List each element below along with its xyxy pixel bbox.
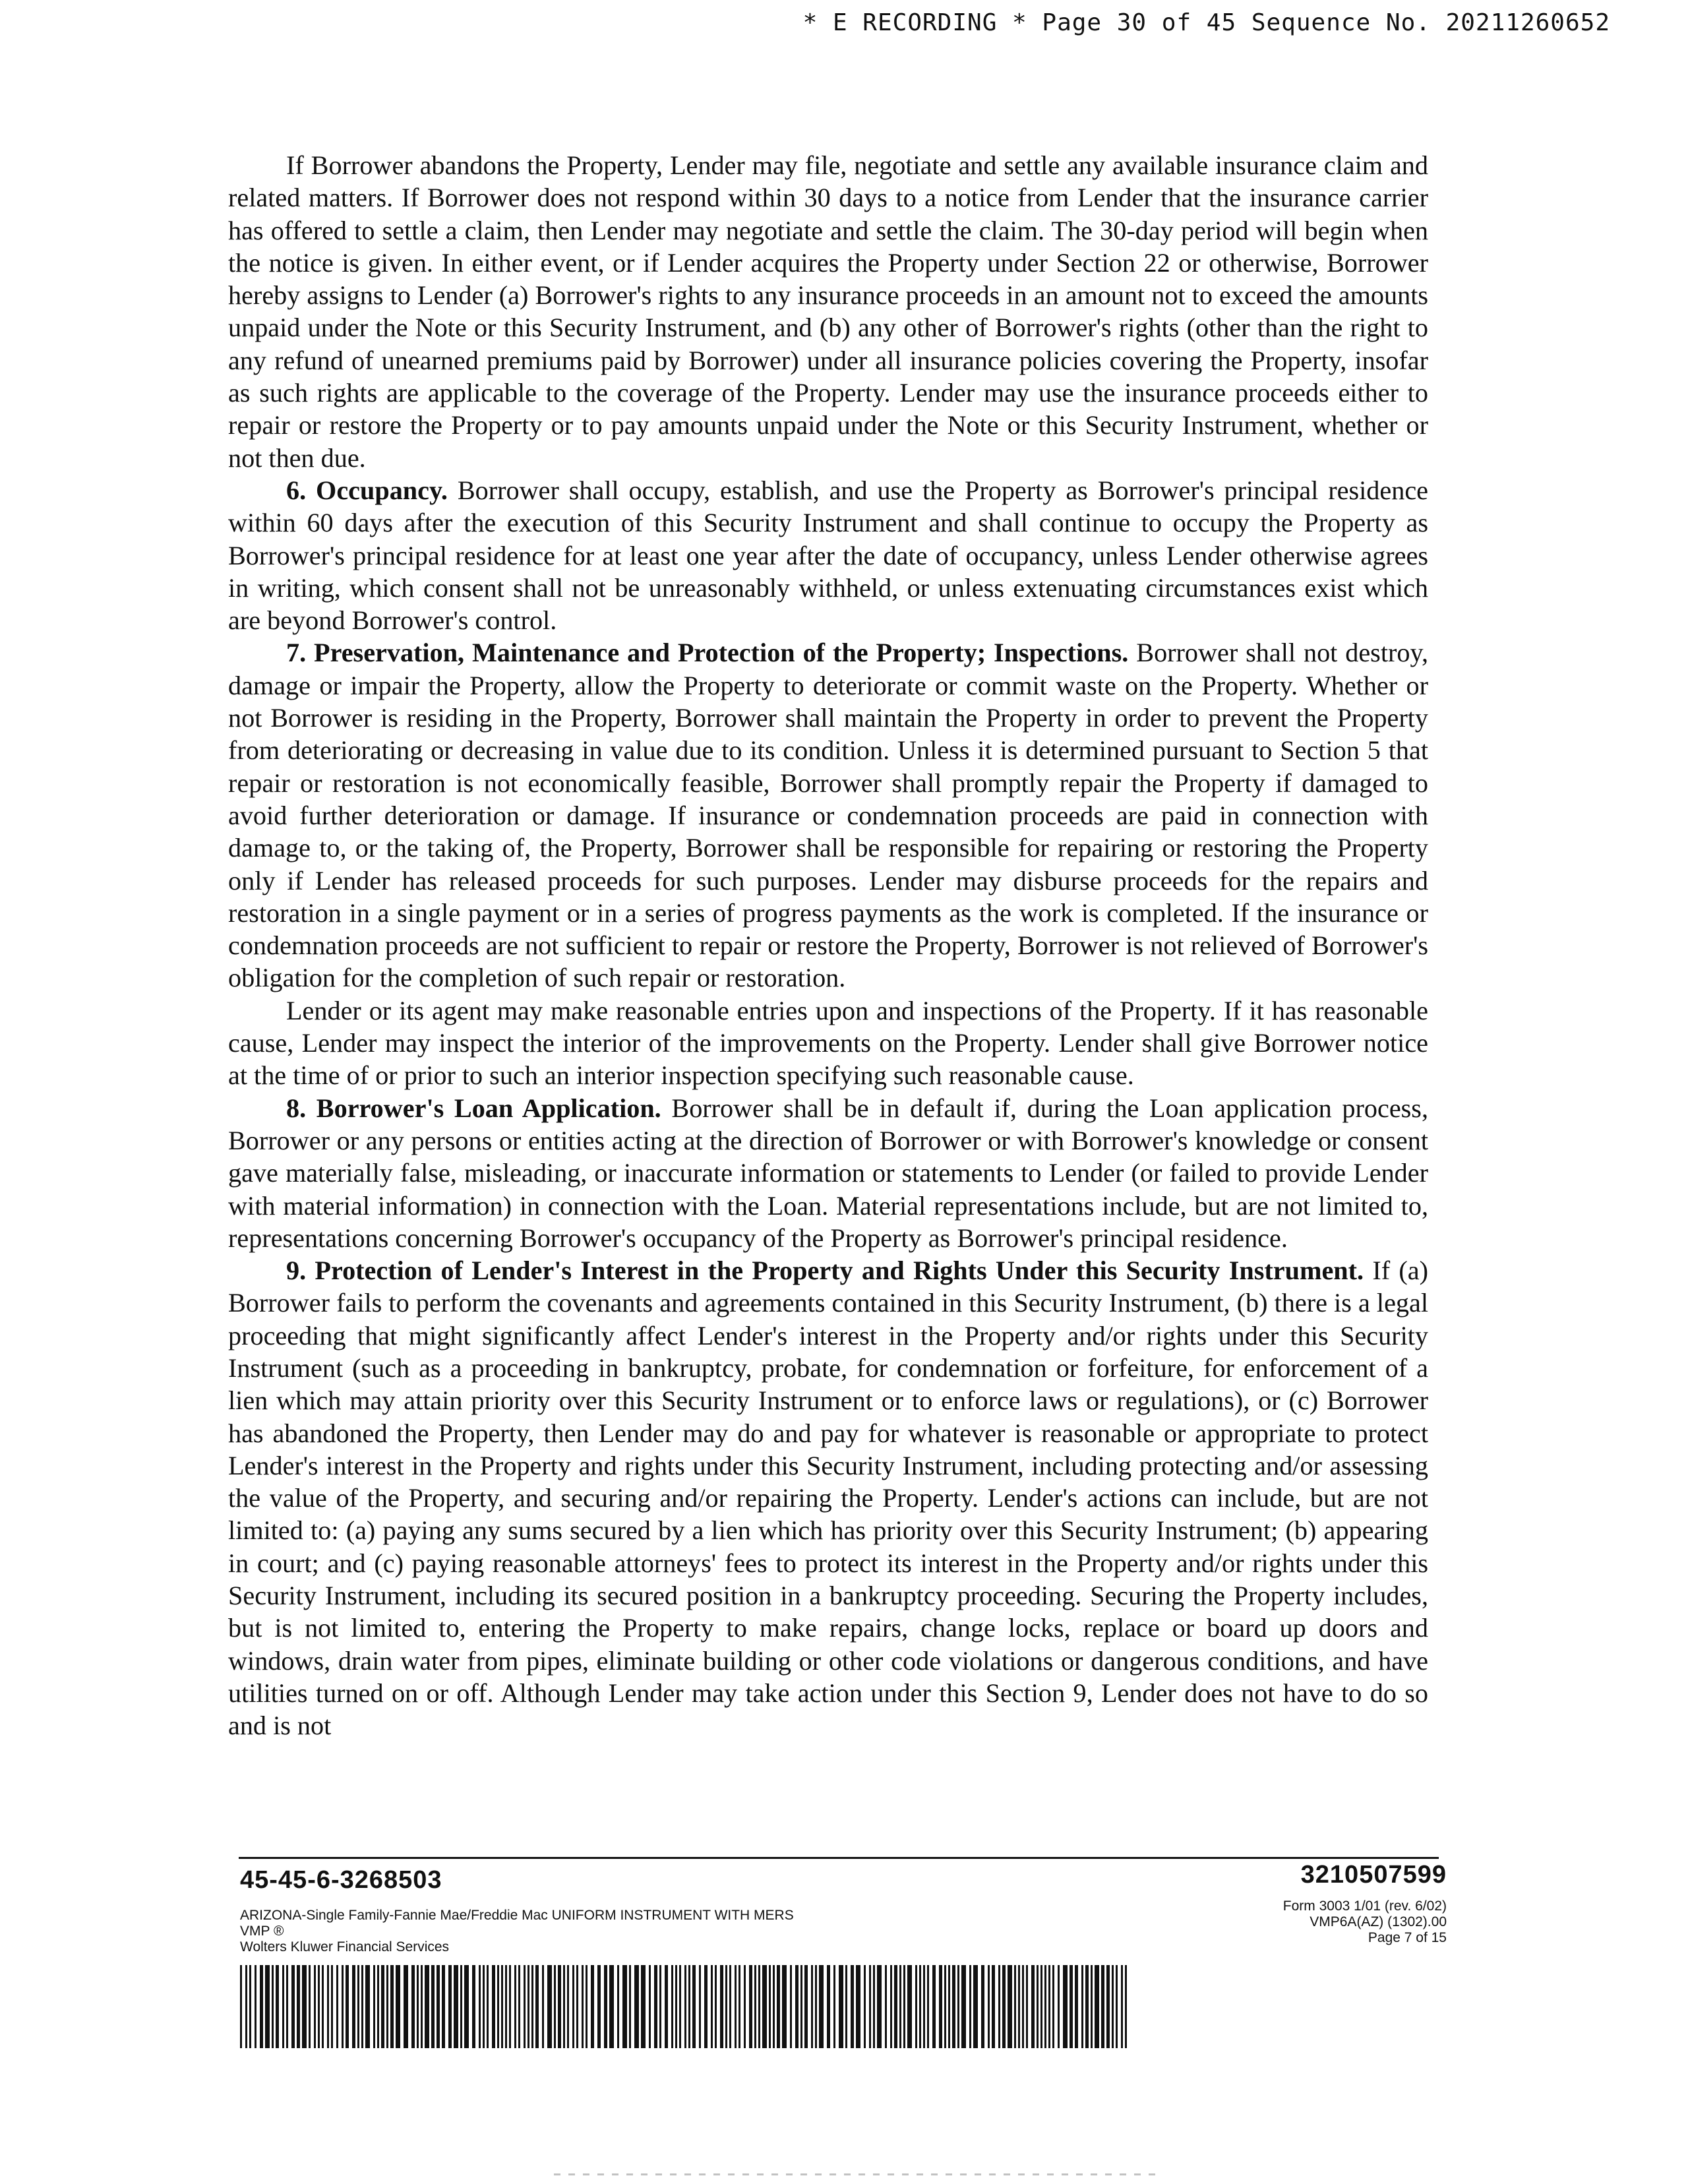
paragraph-text: Borrower shall be in default if, during the Loan application process, Borrower or any persons or entities acting at the direction of Borrower or with Borrower's knowledge or consent gave materially false, misleading, or inaccurate information or statements to Lender (or failed to provide Lender with material information) in connection with the Loan. Material representations include, but are not limited to, representations concerning Borrower's occupancy of the Property as Borrower's principal residence. (228, 1093, 1428, 1253)
barcode-bar (981, 1965, 984, 2048)
barcode-bar (357, 1965, 359, 2048)
barcode-bar (249, 1965, 251, 2048)
barcode-bar (542, 1965, 544, 2048)
barcode-bar (597, 1965, 601, 2048)
barcode (240, 1965, 1130, 2048)
barcode-bar (479, 1965, 481, 2048)
barcode-bar (675, 1965, 677, 2048)
barcode-bar (869, 1965, 871, 2048)
barcode-bar (1008, 1965, 1012, 2048)
barcode-bar (297, 1965, 300, 2048)
barcode-bar (1031, 1965, 1035, 2048)
barcode-bar (782, 1965, 787, 2048)
barcode-bar (688, 1965, 690, 2048)
barcode-bar (749, 1965, 752, 2048)
paragraph-text: Borrower shall occupy, establish, and use the Property as Borrower's principal residence within 60 days after the execution of this Security Instrument and shall continue to occupy the Property as Borrower's principal residence for at least one year after the date of occupancy, unless Lender otherwise agrees in writing, which consent shall not be unreasonably withheld, or unless extenuating circumstances exist which are beyond Borrower's control. (228, 475, 1429, 636)
barcode-bar (497, 1965, 499, 2048)
form-code: VMP6A(AZ) (1302).00 (1310, 1914, 1447, 1929)
barcode-bar (948, 1965, 950, 2048)
barcode-bar (738, 1965, 740, 2048)
barcode-bar (342, 1965, 344, 2048)
barcode-bar (617, 1965, 619, 2048)
barcode-bar (899, 1965, 901, 2048)
barcode-bar (634, 1965, 639, 2048)
barcode-bar (240, 1965, 242, 2048)
barcode-bar (915, 1965, 917, 2048)
paragraph-heading: 7. Preservation, Maintenance and Protection of the Property; Inspections. (286, 638, 1129, 668)
paragraph-preservation (228, 636, 1428, 994)
barcode-bar (1052, 1965, 1054, 2048)
barcode-bar (381, 1965, 384, 2048)
barcode-bar (245, 1965, 247, 2048)
barcode-bar (1091, 1965, 1093, 2048)
barcode-bar (492, 1965, 495, 2048)
barcode-bar (437, 1965, 440, 2048)
barcode-bar (777, 1965, 780, 2048)
barcode-bar (894, 1965, 897, 2048)
barcode-bar (649, 1965, 651, 2048)
barcode-bar (505, 1965, 507, 2048)
barcode-bar (1070, 1965, 1073, 2048)
barcode-bar (851, 1965, 854, 2048)
barcode-bar (907, 1965, 912, 2048)
paragraph-protection-of-interest (228, 1254, 1428, 1742)
barcode-bar (827, 1965, 830, 2048)
barcode-bar (563, 1965, 565, 2048)
barcode-bar (1081, 1965, 1083, 2048)
barcode-bar (524, 1965, 526, 2048)
barcode-bar (327, 1965, 329, 2048)
barcode-bar (609, 1965, 614, 2048)
barcode-bar (255, 1965, 256, 2048)
barcode-bar (1125, 1965, 1127, 2048)
barcode-bar (754, 1965, 756, 2048)
barcode-bar (735, 1965, 737, 2048)
barcode-bar (845, 1965, 847, 2048)
footer-right-block (1283, 1861, 1447, 1946)
barcode-bar (711, 1965, 713, 2048)
barcode-bar (346, 1965, 349, 2048)
barcode-bar (961, 1965, 966, 2048)
barcode-bar (501, 1965, 503, 2048)
barcode-bar (684, 1965, 686, 2048)
barcode-bar (309, 1965, 311, 2048)
barcode-bar (919, 1965, 921, 2048)
barcode-bar (939, 1965, 942, 2048)
barcode-bar (715, 1965, 717, 2048)
barcode-bar (815, 1965, 817, 2048)
vmp-mark: VMP ® (240, 1924, 284, 1939)
barcode-bar (795, 1965, 799, 2048)
barcode-bar (448, 1965, 452, 2048)
barcode-bar (464, 1965, 469, 2048)
paragraph-heading: 9. Protection of Lender's Interest in the Property and Rights Under this Security Instrument. (286, 1256, 1364, 1286)
footer-divider (239, 1857, 1439, 1859)
barcode-bar (421, 1965, 423, 2048)
form-title: ARIZONA-Single Family-Fannie Mae/Freddie Mac UNIFORM INSTRUMENT WITH MERS (240, 1908, 794, 1923)
barcode-bar (554, 1965, 556, 2048)
barcode-bar (567, 1965, 569, 2048)
barcode-bar (877, 1965, 882, 2048)
barcode-bar (769, 1965, 771, 2048)
paragraph-text: If (a) Borrower fails to perform the covenants and agreements contained in this Security Instrument, (b) there is a legal proceeding that might significantly affect Lender's interest in the Property and/or rights under this Security Instrument (such as a proceeding in bankruptcy, probate, for condemnation or forfeiture, for enforcement of a lien which may attain priority over this Security Instrument or to enforce laws or regulations), or (c) Borrower has abandoned the Property, then Lender may do and pay for whatever is reasonable or appropriate to protect Lender's interest in the Property and rights under this Security Instrument, including protecting and/or assessing the value of the Property, and securing and/or repairing the Property. Lender's actions can include, but are not limited to: (a) paying any sums secured by a lien which has priority over this Security Instrument; (b) appearing in court; and (c) paying reasonable attorneys' fees to protect its interest in the Property and/or rights under this Security Instrument, including its secured position in a bankruptcy proceeding. Securing the Property includes, but is not limited to, entering the Property to make repairs, change locks, replace or board up doors and windows, drain water from pipes, eliminate building or other code violations or dangerous conditions, and have utilities turned on or off. Although Lender may take action under this Section 9, Lender does not have to do so and is not (228, 1256, 1428, 1741)
loan-number: 45-45-6-3268503 (240, 1866, 442, 1894)
reference-number: 3210507599 (1300, 1861, 1447, 1889)
paragraph-heading: 8. Borrower's Loan Application. (286, 1093, 661, 1123)
paragraph-insurance-abandonment (228, 149, 1428, 474)
barcode-bar (336, 1965, 338, 2048)
barcode-bar (890, 1965, 892, 2048)
barcode-bar (1044, 1965, 1046, 2048)
barcode-bar (1063, 1965, 1068, 2048)
publisher: Wolters Kluwer Financial Services (240, 1939, 450, 1955)
barcode-bar (811, 1965, 813, 2048)
paragraph-inspections (228, 994, 1428, 1092)
barcode-bar (932, 1965, 936, 2048)
paragraph-text: If Borrower abandons the Property, Lender may file, negotiate and settle any available insurance claim and related matters. If Borrower does not respond within 30 days to a notice from Lender that the insurance carrier has offered to settle a claim, then Lender may negotiate and settle the claim. The 30-day period will begin when the notice is given. In either event, or if Lender acquires the Property under Section 22 or otherwise, Borrower hereby assigns to Lender (a) Borrower's rights to any insurance proceeds in an amount not to exceed the amounts unpaid under the Note or this Security Instrument, and (b) any other of Borrower's rights (other than the right to any refund of unearned premiums paid by Borrower) under all insurance policies covering the Property, insofar as such rights are applicable to the coverage of the Property. Lender may use the insurance proceeds either to repair or restore the Property or to pay amounts unpaid under the Note or this Security Instrument, whether or not then due. (228, 150, 1428, 473)
barcode-bar (386, 1965, 388, 2048)
barcode-bar (1040, 1965, 1042, 2048)
barcode-bar (576, 1965, 578, 2048)
barcode-bar (864, 1965, 866, 2048)
recording-stamp-header: * E RECORDING * Page 30 of 45 Sequence No. 20211260652 (802, 9, 1610, 36)
barcode-bar (1037, 1965, 1039, 2048)
document-body (228, 149, 1428, 1742)
scan-artifact (554, 2173, 1160, 2175)
form-number: Form 3003 1/01 (rev. 6/02) (1282, 1898, 1447, 1914)
barcode-bar (744, 1965, 746, 2048)
barcode-bar (856, 1965, 860, 2048)
barcode-bar (396, 1965, 400, 2048)
barcode-bar (572, 1965, 574, 2048)
barcode-bar (969, 1965, 971, 2048)
barcode-bar (509, 1965, 511, 2048)
barcode-bar (260, 1965, 263, 2048)
barcode-bar (487, 1965, 489, 2048)
barcode-bar (839, 1965, 843, 2048)
barcode-bar (472, 1965, 475, 2048)
barcode-bar (352, 1965, 355, 2048)
barcode-bar (547, 1965, 552, 2048)
barcode-bar (704, 1965, 708, 2048)
paragraph-text: Borrower shall not destroy, damage or impair the Property, allow the Property to deteriorate or commit waste on the Property. Whether or not Borrower is residing in the Property, Borrower shall maintain the Property in order to prevent the Property from deteriorating or decreasing in value due to its condition. Unless it is determined pursuant to Section 5 that repair or restoration is not economically feasible, Borrower shall promptly repair the Property if damaged to avoid further deterioration or damage. If insurance or condemnation proceeds are paid in connection with damage to, or the taking of, the Property, Borrower shall be responsible for repairing or restoring the Property only if Lender has released proceeds for such purposes. Lender may disburse proceeds for the repairs and restoration in a single payment or in a series of progress payments as the work is completed. If the insurance or condemnation proceeds are not sufficient to repair or restore the Property, Borrower is not relieved of Borrower's obligation for the completion of such repair or restoration. (228, 638, 1428, 993)
barcode-bar (665, 1965, 668, 2048)
barcode-bar (1058, 1965, 1060, 2048)
barcode-bar (282, 1965, 284, 2048)
barcode-bar (641, 1965, 646, 2048)
barcode-bar (373, 1965, 375, 2048)
barcode-bar (659, 1965, 661, 2048)
paragraph-text: Lender or its agent may make reasonable entries upon and inspections of the Property. If it has reasonable cause, Lender may inspect the interior of the improvements on the Property. Lender shall give Borrower notice at the time of or prior to such an interior inspection specifying such reasonable cause. (228, 995, 1428, 1091)
barcode-bar (758, 1965, 760, 2048)
barcode-bar (425, 1965, 429, 2048)
barcode-bar (998, 1965, 1000, 2048)
barcode-bar (1022, 1965, 1024, 2048)
barcode-bar (622, 1965, 627, 2048)
barcode-bar (1112, 1965, 1114, 2048)
barcode-bar (988, 1965, 990, 2048)
barcode-bar (819, 1965, 824, 2048)
barcode-bar (1026, 1965, 1028, 2048)
barcode-bar (973, 1965, 978, 2048)
barcode-bar (483, 1965, 485, 2048)
barcode-bar (944, 1965, 946, 2048)
barcode-bar (903, 1965, 905, 2048)
barcode-bar (302, 1965, 307, 2048)
barcode-bar (800, 1965, 802, 2048)
barcode-bar (629, 1965, 631, 2048)
barcode-bar (586, 1965, 588, 2048)
barcode-bar (762, 1965, 767, 2048)
barcode-bar (442, 1965, 445, 2048)
barcode-bar (318, 1965, 320, 2048)
barcode-bar (431, 1965, 435, 2048)
barcode-bar (582, 1965, 584, 2048)
footer-left-block (240, 1866, 794, 1955)
barcode-bar (454, 1965, 458, 2048)
barcode-bar (365, 1965, 370, 2048)
barcode-bar (286, 1965, 288, 2048)
barcode-bar (1106, 1965, 1110, 2048)
barcode-bar (1116, 1965, 1118, 2048)
barcode-bar (1002, 1965, 1006, 2048)
barcode-bar (291, 1965, 295, 2048)
barcode-bar (528, 1965, 529, 2048)
paragraph-heading: 6. Occupancy. (286, 475, 448, 505)
barcode-bar (331, 1965, 333, 2048)
barcode-bar (1018, 1965, 1020, 2048)
barcode-bar (720, 1965, 723, 2048)
barcode-bar (725, 1965, 727, 2048)
barcode-bar (1048, 1965, 1050, 2048)
barcode-bar (790, 1965, 792, 2048)
barcode-bar (927, 1965, 929, 2048)
barcode-bar (1085, 1965, 1089, 2048)
barcode-bar (992, 1965, 995, 2048)
paragraph-occupancy (228, 474, 1428, 636)
paragraph-loan-application (228, 1092, 1428, 1254)
barcode-bar (957, 1965, 959, 2048)
barcode-bar (265, 1965, 270, 2048)
barcode-bar (417, 1965, 419, 2048)
barcode-bar (322, 1965, 324, 2048)
barcode-bar (773, 1965, 775, 2048)
barcode-bar (460, 1965, 462, 2048)
barcode-bar (531, 1965, 533, 2048)
barcode-bar (804, 1965, 808, 2048)
barcode-bar (923, 1965, 925, 2048)
barcode-bar (518, 1965, 520, 2048)
page-of: Page 7 of 15 (1368, 1930, 1447, 1945)
barcode-bar (390, 1965, 394, 2048)
barcode-bar (276, 1965, 279, 2048)
barcode-bar (604, 1965, 607, 2048)
barcode-bar (1121, 1965, 1123, 2048)
barcode-bar (952, 1965, 955, 2048)
barcode-bar (1075, 1965, 1078, 2048)
barcode-bar (833, 1965, 835, 2048)
barcode-bar (1014, 1965, 1016, 2048)
barcode-bar (272, 1965, 274, 2048)
barcode-bar (729, 1965, 731, 2048)
barcode-bar (679, 1965, 681, 2048)
barcode-bar (1101, 1965, 1104, 2048)
barcode-bar (411, 1965, 415, 2048)
barcode-bar (654, 1965, 657, 2048)
barcode-bar (671, 1965, 673, 2048)
barcode-bar (535, 1965, 539, 2048)
barcode-bar (558, 1965, 561, 2048)
barcode-bar (377, 1965, 379, 2048)
barcode-bar (885, 1965, 887, 2048)
barcode-bar (1095, 1965, 1099, 2048)
barcode-bar (873, 1965, 875, 2048)
barcode-bar (404, 1965, 408, 2048)
barcode-bar (514, 1965, 516, 2048)
barcode-bar (699, 1965, 701, 2048)
barcode-bar (314, 1965, 316, 2048)
barcode-bar (361, 1965, 363, 2048)
barcode-bar (692, 1965, 696, 2048)
barcode-bar (591, 1965, 594, 2048)
